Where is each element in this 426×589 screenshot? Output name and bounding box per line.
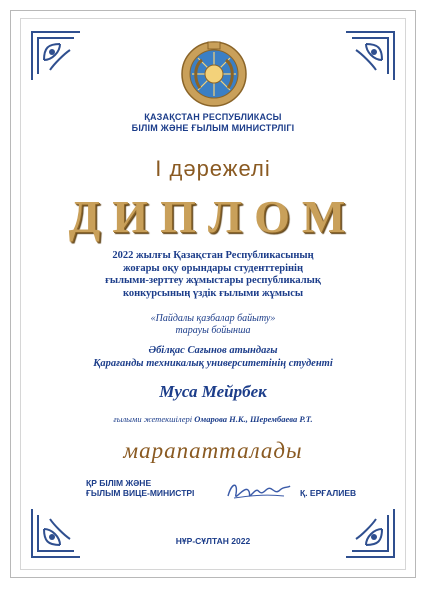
corner-ornament-icon: [30, 507, 82, 559]
university-block: [0, 345, 426, 370]
ministry-line-2: БІЛІМ ЖӘНЕ ҒЫЛЫМ МИНИСТРЛІГІ: [131, 123, 295, 133]
topic-section: [0, 313, 426, 337]
corner-ornament-icon: [344, 507, 396, 559]
signatory-title: [86, 478, 194, 498]
supervisors-names: Омарова Н.К., Шерембаева Р.Т.: [194, 414, 313, 424]
corner-ornament-icon: [344, 30, 396, 82]
contest-description: [0, 250, 426, 300]
ministry-heading: [0, 112, 426, 134]
university-line-2: Қарағанды техникалық университетінің студенті: [93, 357, 333, 369]
contest-line-2: жоғары оқу орындары студенттерінің: [122, 262, 304, 274]
ministry-line-1: ҚАЗАҚСТАН РЕСПУБЛИКАСЫ: [144, 112, 282, 122]
topic-suffix: тарауы бойынша: [175, 325, 251, 336]
contest-line-1: 2022 жылғы Қазақстан Республикасының: [112, 250, 314, 261]
signatory-title-line-1: ҚР БІЛІМ ЖӘНЕ: [86, 478, 152, 488]
signature-icon: [224, 476, 294, 506]
degree-label: І дәрежелі: [155, 156, 271, 181]
contest-line-3: ғылыми-зерттеу жұмыстары республикалық: [105, 275, 321, 286]
state-emblem-icon: [180, 40, 248, 108]
topic-name: «Пайдалы қазбалар байыту»: [150, 313, 276, 324]
signatory-title-line-2: ҒЫЛЫМ ВИЦЕ-МИНИСТРІ: [86, 488, 195, 498]
city-year: НҰР-СҰЛТАН 2022: [175, 536, 251, 546]
supervisors-line: [0, 414, 426, 424]
signatory-name: Қ. ЕРҒАЛИЕВ: [300, 488, 357, 498]
award-verb: марапатталады: [123, 438, 303, 463]
recipient-name: Муса Мейрбек: [159, 382, 267, 401]
contest-line-4: конкурсының үздік ғылыми жұмысы: [122, 287, 304, 299]
document-title: ДИПЛОМ: [68, 191, 358, 242]
university-line-1: Әбілқас Сағынов атындағы: [148, 345, 278, 356]
corner-ornament-icon: [30, 30, 82, 82]
supervisors-label: ғылыми жетекшілері: [113, 414, 193, 424]
